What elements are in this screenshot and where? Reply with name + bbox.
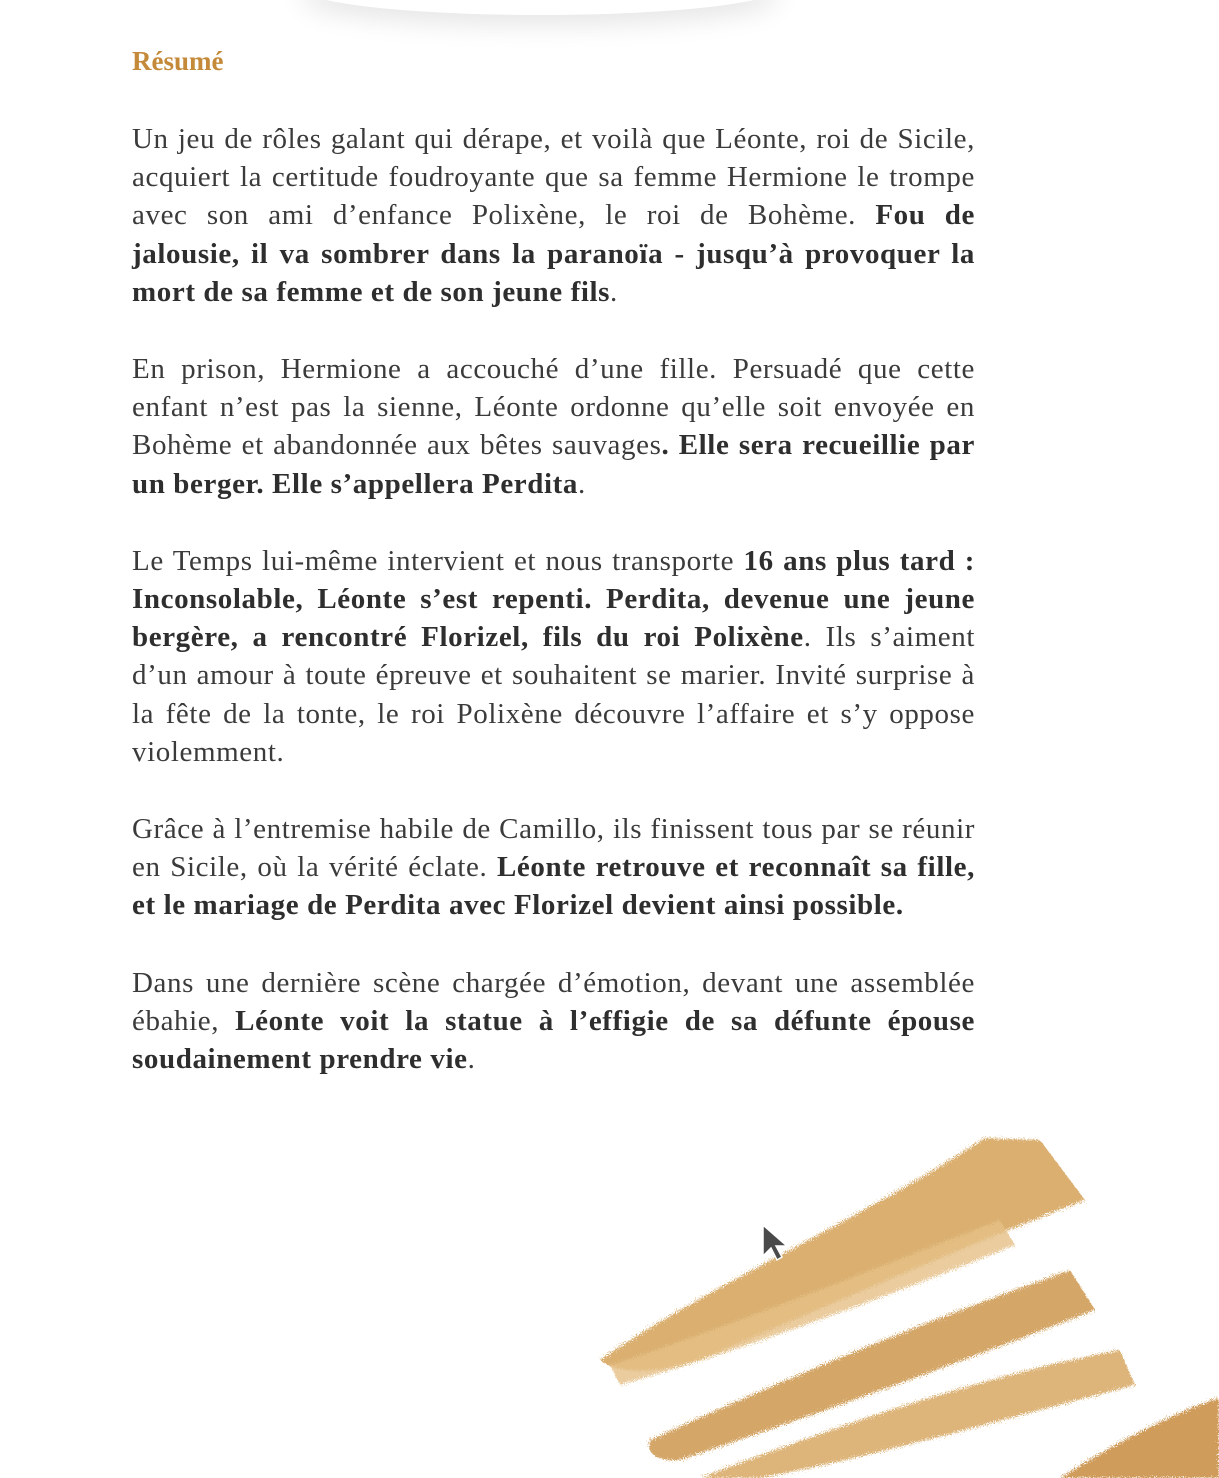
text-run: . [578,467,586,500]
brush-stroke-2 [610,1220,1015,1385]
summary-paragraph [132,350,975,503]
brush-stroke-5 [1060,1398,1219,1478]
bold-text-run: 16 ans plus tard : Inconsolable, Léonte s’est repenti. Perdita, devenue une jeune bergère, a rencontré Florizel, fils du roi Polixène [132,544,975,654]
text-run: . [610,275,618,308]
mouse-pointer-icon [760,1222,790,1262]
summary-paragraph [132,964,975,1079]
bold-text-run: Fou de jalousie, il va sombrer dans la paranoïa - jusqu’à provoquer la mort de sa femme et de son jeune fils [132,199,975,308]
bold-text-run: Léonte retrouve et reconnaît sa fille, et le mariage de Perdita avec Florizel devient ainsi possible. [132,851,975,922]
summary-paragraph [132,542,975,771]
summary-paragraph [132,120,975,311]
summary-section [132,42,975,1117]
text-run: Dans une dernière scène chargée d’émotion, devant une assemblée ébahie, [132,966,975,1037]
bold-text-run: Léonte voit la statue à l’effigie de sa défunte épouse soudainement prendre vie [132,1004,975,1076]
text-run: En prison, Hermione a accouché d’une fille. Persuadé que cette enfant n’est pas la sienne, Léonte ordonne qu’elle soit envoyée en Bohème et abandonnée aux bêtes sauvages [132,353,975,462]
text-run: Grâce à l’entremise habile de Camillo, ils finissent tous par se réunir en Sicile, où la vérité éclate. [132,813,975,884]
brush-stroke-3 [649,1270,1095,1460]
brush-stroke-1 [600,1138,1085,1371]
brush-stroke-4 [700,1350,1135,1478]
text-run: . [467,1043,476,1076]
text-run: . Ils s’aiment d’un amour à toute épreuve et souhaitent se marier. Invité surprise à la fête de la tonte, le roi Polixène découvre l’affaire et s’y oppose violemment. [132,621,975,768]
text-run: Le Temps lui-même intervient et nous transporte [132,544,744,577]
bold-text-run: . Elle sera recueillie par un berger. Elle s’appellera Perdita [132,429,975,500]
top-shadow [300,0,780,15]
section-heading: Résumé [132,46,224,76]
summary-paragraph [132,810,975,925]
text-run: Un jeu de rôles galant qui dérape, et voilà que Léonte, roi de Sicile, acquiert la certitude foudroyante que sa femme Hermione le trompe avec son ami d’enfance Polixène, le roi de Bohème. [132,123,975,232]
